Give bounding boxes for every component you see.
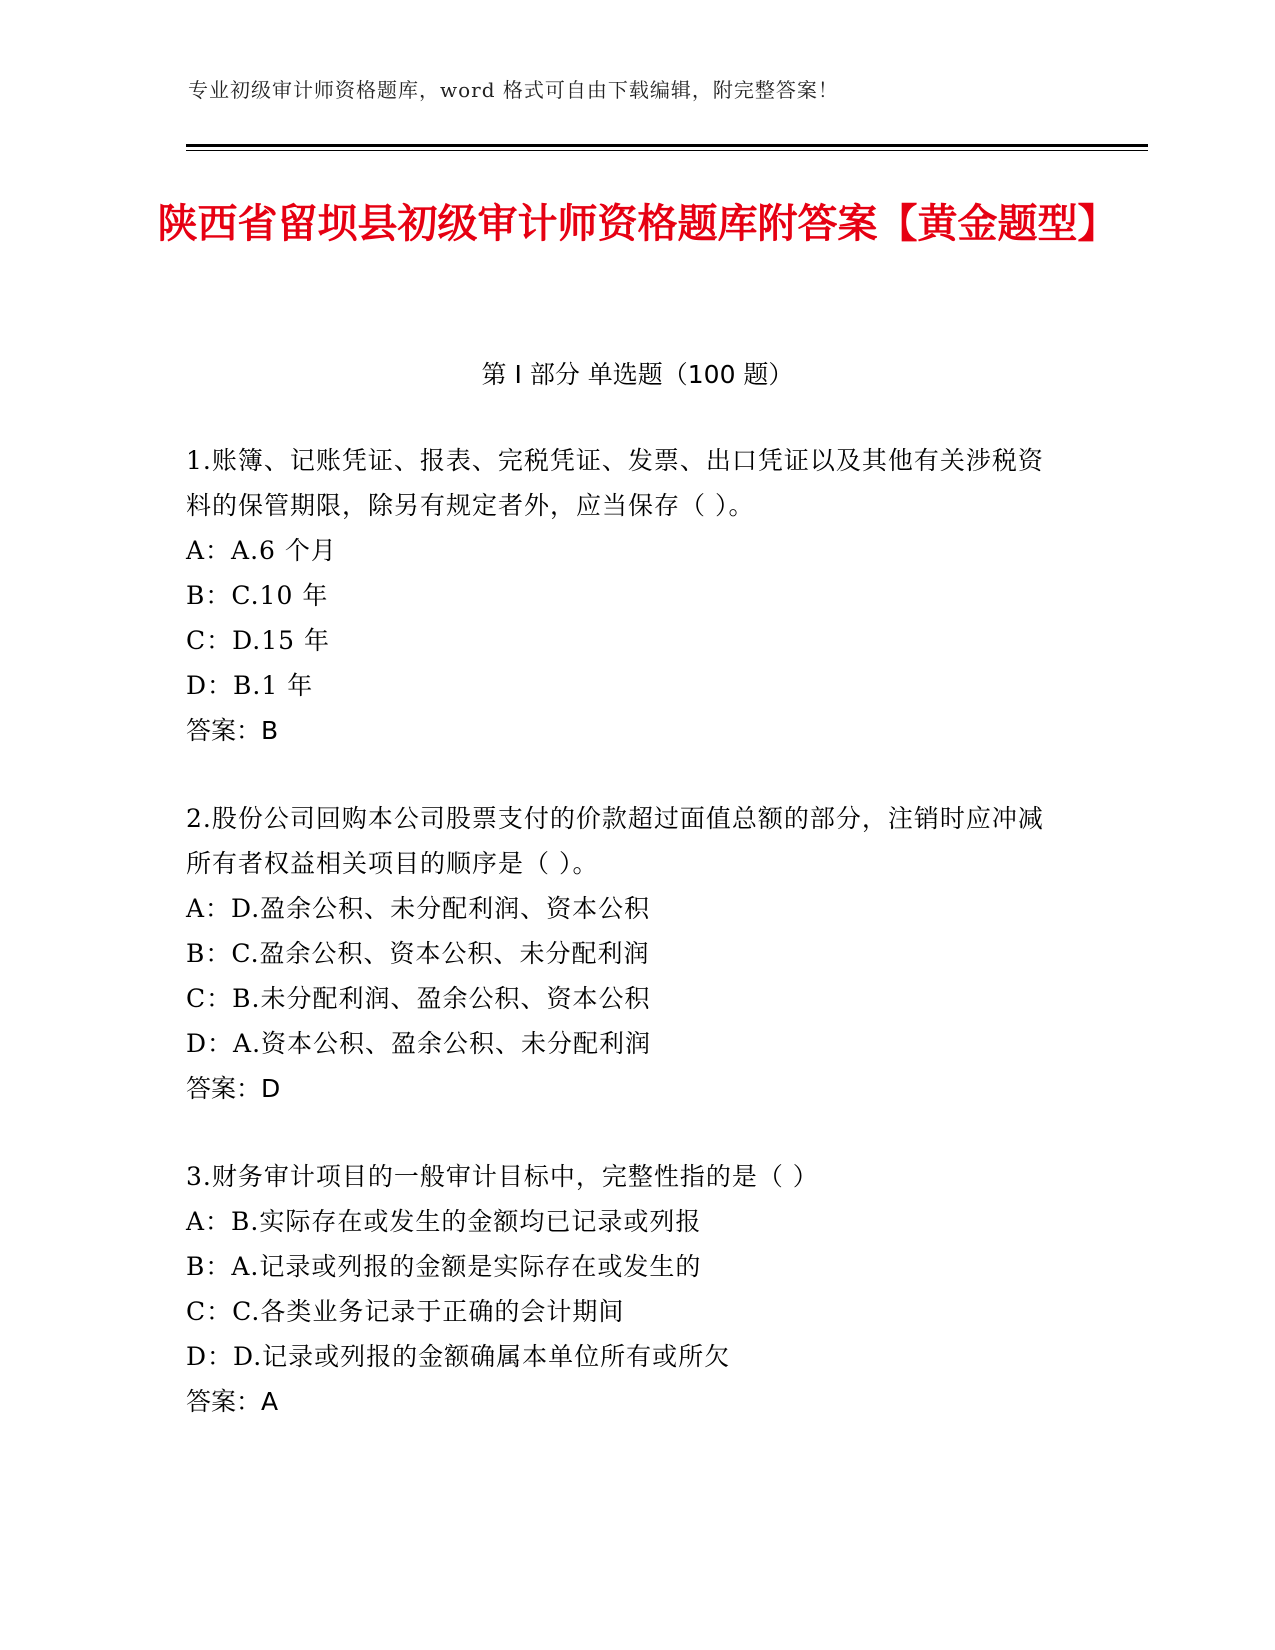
option-a: A：B.实际存在或发生的金额均已记录或列报 <box>186 1207 702 1236</box>
question-1 <box>186 438 1066 753</box>
question-stem: 1.账簿、记账凭证、报表、完税凭证、发票、出口凭证以及其他有关涉税资料的保管期限，除另有规定者外，应当保存（ ）。 <box>186 446 1044 520</box>
option-c: C：C.各类业务记录于正确的会计期间 <box>186 1297 625 1326</box>
question-list <box>186 438 1066 1467</box>
question-2 <box>186 796 1066 1111</box>
option-d: D：B.1 年 <box>186 671 314 700</box>
option-d: D：D.记录或列报的金额确属本单位所有或所欠 <box>186 1342 731 1371</box>
option-c: C：B.未分配利润、盈余公积、资本公积 <box>186 984 651 1013</box>
option-d: D：A.资本公积、盈余公积、未分配利润 <box>186 1029 652 1058</box>
option-c: C：D.15 年 <box>186 626 330 655</box>
document-title: 陕西省留坝县初级审计师资格题库附答案【黄金题型】 <box>157 201 1118 247</box>
option-b: B：C.10 年 <box>186 581 329 610</box>
section-heading: 第 I 部分 单选题（100 题） <box>481 360 794 389</box>
option-b: B：A.记录或列报的金额是实际存在或发生的 <box>186 1252 702 1281</box>
question-stem: 3.财务审计项目的一般审计目标中，完整性指的是（ ） <box>186 1162 819 1191</box>
answer: 答案：B <box>186 716 279 745</box>
option-a: A：A.6 个月 <box>186 536 337 565</box>
answer: 答案：A <box>186 1387 279 1416</box>
header-rule-thick <box>186 144 1148 147</box>
answer: 答案：D <box>186 1074 281 1103</box>
header-note: 专业初级审计师资格题库，word 格式可自由下载编辑，附完整答案！ <box>188 78 839 102</box>
option-b: B：C.盈余公积、资本公积、未分配利润 <box>186 939 650 968</box>
question-3 <box>186 1154 1066 1424</box>
question-stem: 2.股份公司回购本公司股票支付的价款超过面值总额的部分，注销时应冲减所有者权益相关项目的顺序是（ ）。 <box>186 804 1044 878</box>
option-a: A：D.盈余公积、未分配利润、资本公积 <box>186 894 651 923</box>
header-rule-thin <box>186 150 1148 151</box>
